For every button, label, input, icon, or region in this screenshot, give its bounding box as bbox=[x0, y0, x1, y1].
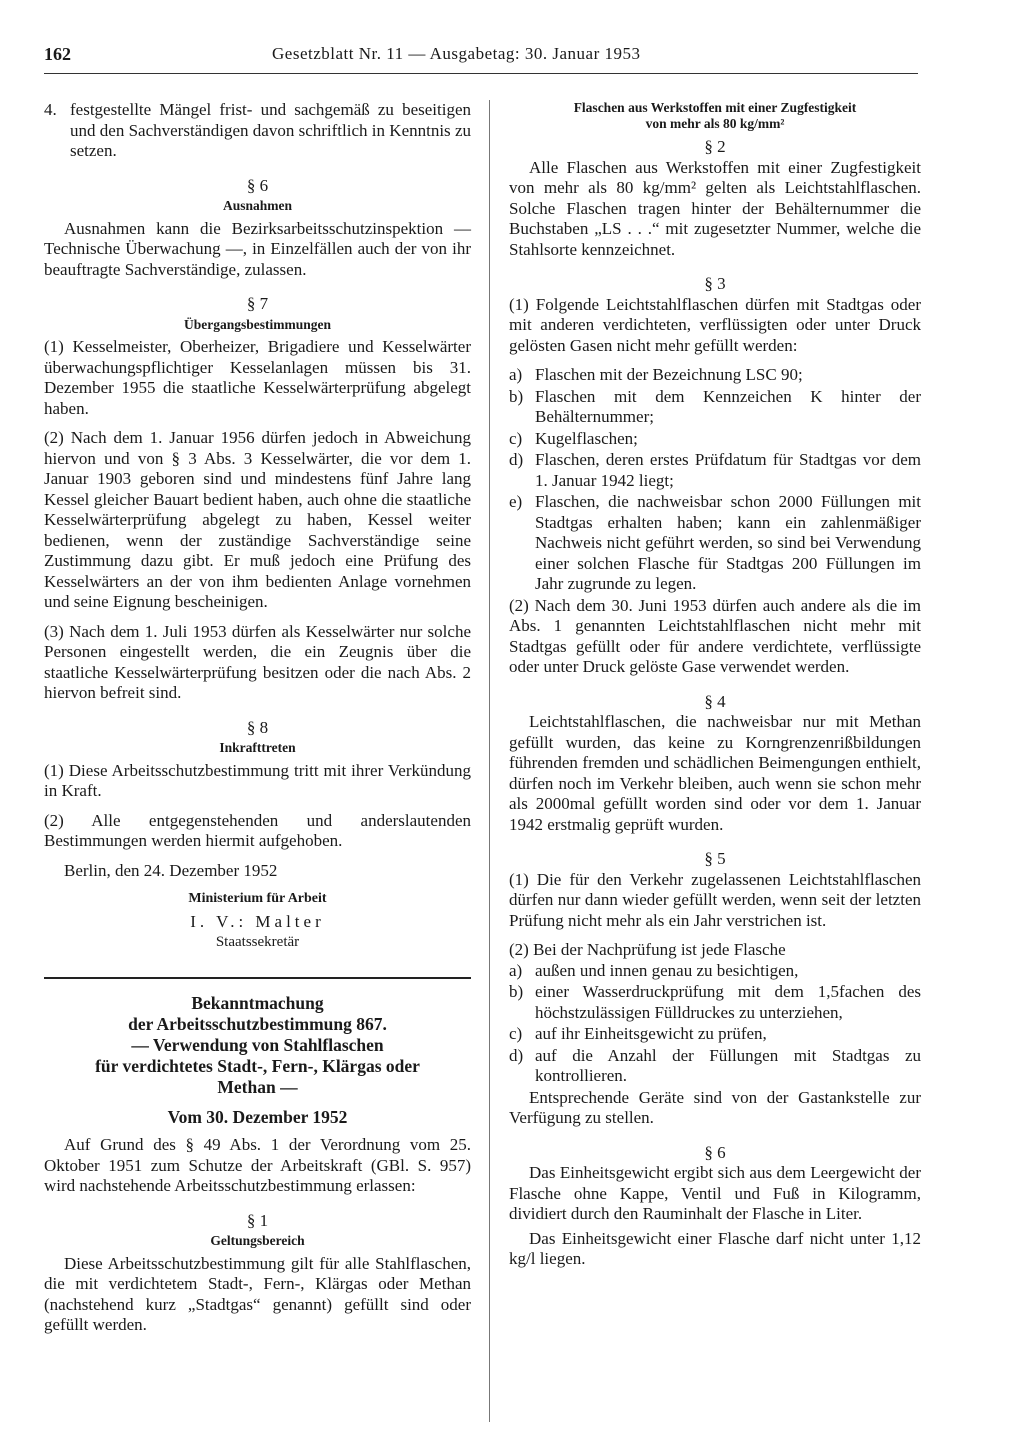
section-3-paragraph-2: (2) Nach dem 30. Juni 1953 dürfen auch andere als die im Abs. 1 genannten Leichtstahlflaschen nicht mehr mit Stadtgas gefüllt oder für andere verdichtete, verflüssigte oder unter Druck gelöste Gase verwendet werden. bbox=[509, 595, 921, 676]
section-7-paragraph-2: (2) Nach dem 1. Januar 1956 dürfen jedoch in Abweichung hiervon und von § 3 Abs. 3 Kesselwärter, die vor dem 1. Januar 1903 geboren sind und mindestens fünf Jahre lang Kessel gleicher Bauart bedient haben, auch ohne die staatliche Kesselwärterprüfung abgelegt zu haben, Kessel weiter bedienen, wenn der zuständige Sachverständige seine Zustimmung dazu gibt. Er muß jedoch eine Prüfung des Kesselwärters an der von ihm bedienten Anlage vornehmen und seine Eignung bescheinigen. bbox=[44, 428, 471, 611]
section-7-number: § 7 bbox=[246, 294, 269, 313]
section-6-text: Ausnahmen kann die Bezirksarbeitsschutzinspektion — Technische Überwachung —, in Einzelfällen auch der von ihr beauftragte Sachverständige, zulassen. bbox=[44, 218, 471, 279]
section-7-paragraph-1: (1) Kesselmeister, Oberheizer, Brigadiere und Kesselwärter überwachungspflichtiger Kesselanlagen müssen bis 31. Dezember 1955 die staatliche Kesselwärterprüfung abgelegt haben. bbox=[44, 337, 471, 418]
list-text: Flaschen mit der Bezeichnung LSC 90; bbox=[535, 365, 803, 384]
list-text: auf ihr Einheitsgewicht zu prüfen, bbox=[535, 1024, 767, 1043]
section-6-number: § 6 bbox=[246, 175, 269, 195]
announcement-title bbox=[44, 993, 471, 1098]
section-2-text: Alle Flaschen aus Werkstoffen mit einer Zugfestigkeit von mehr als 80 kg/mm² gelten als Leichtstahlflaschen. Solche Flaschen tragen hinter der Behälternummer die Buchstaben „LS . . .“ mit zugesetzter Nummer, welche die Stahlsorte kennzeichnet. bbox=[509, 157, 921, 259]
signature: I. V.: Malter bbox=[190, 911, 325, 931]
section-6r-paragraph-2: Das Einheitsgewicht einer Flasche darf nicht unter 1,12 kg/l liegen. bbox=[509, 1228, 921, 1268]
section-8-paragraph-1: (1) Diese Arbeitsschutzbestimmung tritt mit ihrer Verkündung in Kraft. bbox=[44, 760, 471, 800]
section-1-title: Geltungsbereich bbox=[210, 1233, 305, 1248]
place-date: Berlin, den 24. Dezember 1952 bbox=[64, 860, 278, 880]
right-heading-line-1: Flaschen aus Werkstoffen mit einer Zugfestigkeit bbox=[573, 100, 857, 115]
right-column bbox=[509, 100, 921, 1270]
section-3-number: § 3 bbox=[704, 274, 726, 293]
list-label: b) bbox=[509, 386, 524, 406]
section-6-title: Ausnahmen bbox=[222, 198, 293, 213]
list-item bbox=[509, 1046, 921, 1087]
list-item bbox=[509, 1024, 921, 1045]
section-6r-number: § 6 bbox=[704, 1142, 726, 1162]
section-5-paragraph-3: Entsprechende Geräte sind von der Gastankstelle zur Verfügung zu stellen. bbox=[509, 1087, 921, 1127]
section-separator bbox=[44, 977, 471, 979]
list-item bbox=[509, 429, 921, 450]
announcement-date: Vom 30. Dezember 1952 bbox=[167, 1106, 348, 1127]
announcement-line-4: für verdichtetes Stadt-, Fern-, Klärgas oder bbox=[95, 1055, 420, 1076]
section-5-paragraph-2: (2) Bei der Nachprüfung ist jede Flasche bbox=[509, 940, 786, 959]
list-label: a) bbox=[509, 960, 523, 980]
column-divider bbox=[489, 100, 490, 1422]
list-text: Kugelflaschen; bbox=[535, 428, 638, 448]
signature-title: Staatssekretär bbox=[215, 934, 300, 950]
announcement-line-5: Methan — bbox=[217, 1076, 298, 1097]
right-heading-line-2: von mehr als 80 kg/mm² bbox=[645, 115, 785, 131]
list-item bbox=[509, 982, 921, 1023]
list-item bbox=[509, 450, 921, 491]
page-header bbox=[44, 44, 918, 72]
list-item bbox=[509, 492, 921, 595]
list-label: c) bbox=[509, 428, 523, 448]
section-8-paragraph-2: (2) Alle entgegenstehenden und anderslautenden Bestimmungen werden hiermit aufgehoben. bbox=[44, 810, 471, 850]
list-label: c) bbox=[509, 1024, 523, 1043]
section-1-text: Diese Arbeitsschutzbestimmung gilt für alle Stahlflaschen, die mit verdichtetem Stadt-, Fern-, Klärgas oder Methan (nachstehend kurz „Stadtgas“ genannt) gefüllt sind oder gefüllt werden. bbox=[44, 1253, 471, 1334]
ministry-name: Ministerium für Arbeit bbox=[188, 891, 327, 906]
section-4-text: Leichtstahlflaschen, die nachweisbar nur mit Methan gefüllt wurden, das keine zu Korngrenzenrißbildungen führenden fremden und schädlichen Beimengungen enthielt, dürfen noch im Verkehr bleiben, auch wenn sie schon mehr als 2000mal gefüllt worden sind oder vor dem 1. Januar 1942 erstmalig geprüft wurden. bbox=[509, 712, 921, 834]
left-column bbox=[44, 100, 471, 1336]
section-5-number: § 5 bbox=[704, 849, 726, 868]
list-item bbox=[509, 365, 921, 386]
item-text: festgestellte Mängel frist- und sachgemäß zu beseitigen und den Sachverständigen davon schriftlich in Kenntnis zu setzen. bbox=[70, 100, 471, 160]
list-text: außen und innen genau zu besichtigen, bbox=[535, 960, 799, 980]
section-3-paragraph-1: (1) Folgende Leichtstahlflaschen dürfen mit Stadtgas oder mit anderen verdichteten, verflüssigten oder unter Druck gelösten Gasen nicht mehr gefüllt werden: bbox=[509, 294, 921, 355]
list-text: auf die Anzahl der Füllungen mit Stadtgas zu kontrollieren. bbox=[535, 1045, 921, 1085]
section-7-title: Übergangsbestimmungen bbox=[183, 316, 331, 332]
list-label: b) bbox=[509, 982, 524, 1001]
section-8-title: Inkrafttreten bbox=[219, 740, 296, 755]
section-2-number: § 2 bbox=[704, 137, 726, 156]
section-1-number: § 1 bbox=[246, 1210, 269, 1230]
section-6r-paragraph-1: Das Einheitsgewicht ergibt sich aus dem Leergewicht der Flasche ohne Kappe, Ventil und Fuß in Kilogramm, dividiert durch den Rauminhalt der Flasche in Liter. bbox=[509, 1163, 921, 1223]
announcement-intro: Auf Grund des § 49 Abs. 1 der Verordnung vom 25. Oktober 1951 zum Schutze der Arbeitskraft (GBl. S. 957) wird nachstehende Arbeitsschutzbestimmung erlassen: bbox=[44, 1135, 471, 1195]
list-text: einer Wasserdruckprüfung mit dem 1,5fachen des höchstzulässigen Fülldruckes zu unterziehen, bbox=[535, 982, 921, 1022]
announcement-line-2: der Arbeitsschutzbestimmung 867. bbox=[128, 1013, 387, 1034]
item-4 bbox=[44, 100, 471, 162]
list-text: Flaschen, deren erstes Prüfdatum für Stadtgas vor dem 1. Januar 1942 liegt; bbox=[535, 450, 921, 490]
running-head: Gesetzblatt Nr. 11 — Ausgabetag: 30. Januar 1953 bbox=[272, 44, 641, 63]
list-item bbox=[509, 961, 921, 982]
list-text: Flaschen, die nachweisbar schon 2000 Füllungen mit Stadtgas erhalten haben; kann ein zahlenmäßiger Nachweis nicht geführt werden, so sind bei Verwendung einer solchen Flasche für Stadtgas 200 Füllungen im Jahr zugrunde zu legen. bbox=[535, 492, 921, 593]
item-label: 4. bbox=[44, 100, 57, 119]
list-label: a) bbox=[509, 365, 523, 384]
list-text: Flaschen mit dem Kennzeichen K hinter der Behälternummer; bbox=[535, 386, 921, 426]
section-4-number: § 4 bbox=[704, 691, 726, 711]
section-8-number: § 8 bbox=[246, 717, 269, 737]
announcement-line-1: Bekanntmachung bbox=[191, 992, 324, 1013]
header-rule bbox=[44, 73, 918, 74]
list-label: e) bbox=[509, 492, 523, 511]
list-label: d) bbox=[509, 1045, 524, 1065]
list-item bbox=[509, 387, 921, 428]
page-number: 162 bbox=[44, 44, 71, 64]
section-7-paragraph-3: (3) Nach dem 1. Juli 1953 dürfen als Kesselwärter nur solche Personen eingestellt werden, die ein Zeugnis über die staatliche Kesselwärterprüfung besitzen oder die nach Abs. 2 hiervon befreit sind. bbox=[44, 621, 471, 702]
announcement-line-3: — Verwendung von Stahlflaschen bbox=[131, 1034, 384, 1055]
section-5-paragraph-1: (1) Die für den Verkehr zugelassenen Leichtstahlflaschen dürfen nur dann wieder gefüllt werden, wenn seit der letzten Prüfung nicht mehr als ein Jahr verstrichen ist. bbox=[509, 869, 921, 930]
right-heading bbox=[509, 100, 921, 131]
list-label: d) bbox=[509, 450, 524, 469]
